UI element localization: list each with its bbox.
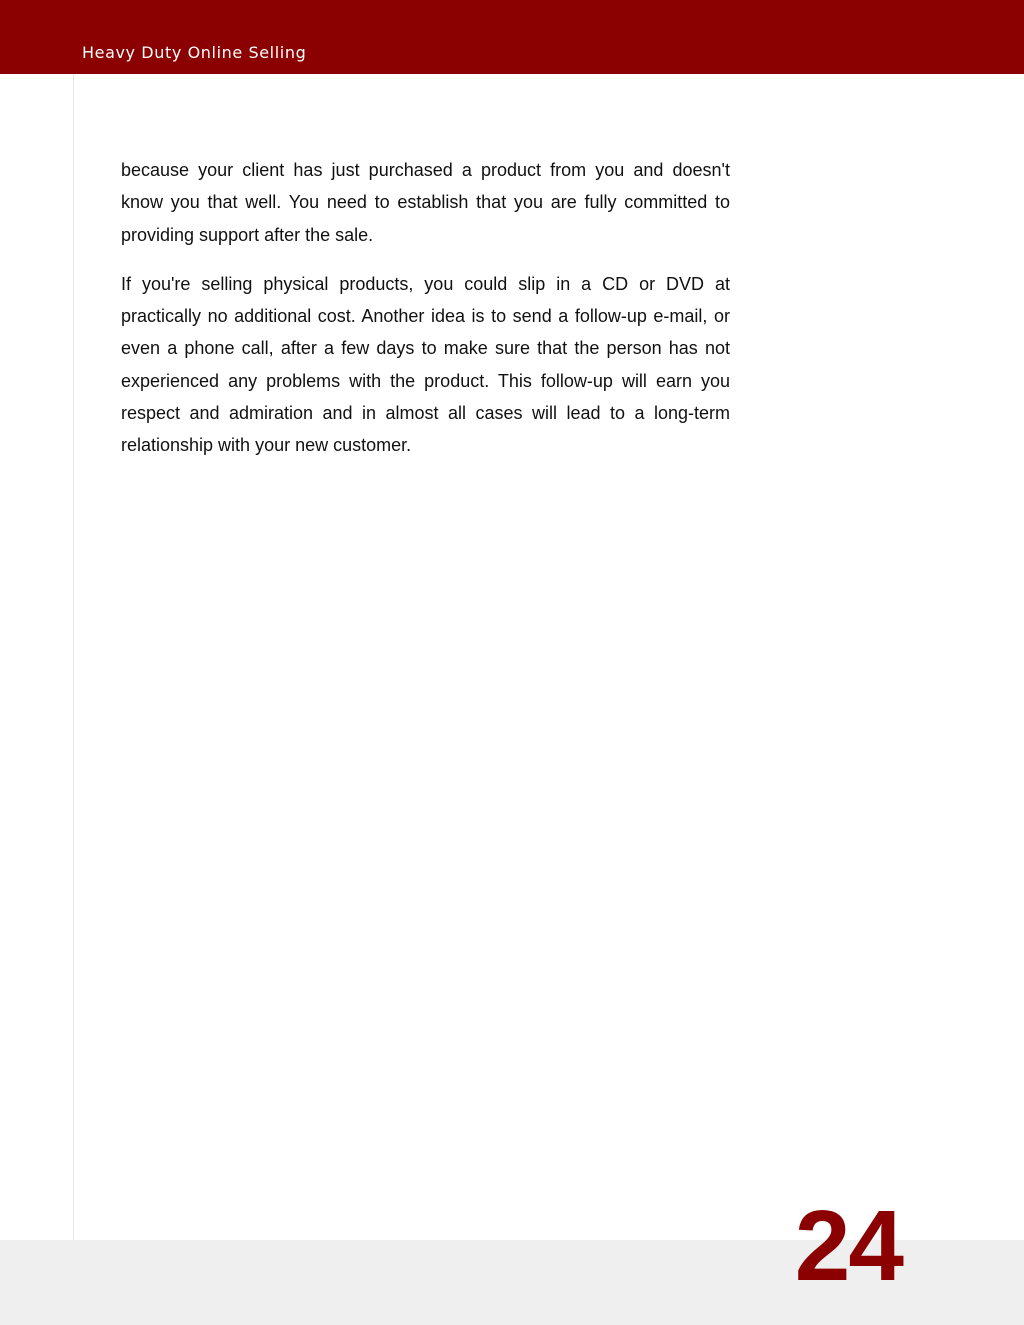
- page-number: 24: [794, 1190, 902, 1302]
- paragraph: If you're selling physical products, you could slip in a CD or DVD at practically no additional cost. Another idea is to send a follow-up e-mail, or even a phone call, after a few days to make sure that the person has not experienced any problems with the product. This follow-up will earn you respect and admiration and in almost all cases will lead to a long-term relationship with your new customer.: [121, 273, 730, 456]
- document-title: Heavy Duty Online Selling: [82, 43, 307, 62]
- paragraph: because your client has just purchased a product from you and doesn't know you that well. You need to establish that you are fully committed to providing support after the sale.: [121, 160, 730, 245]
- body-text: [121, 154, 730, 479]
- margin-rule: [73, 74, 74, 1240]
